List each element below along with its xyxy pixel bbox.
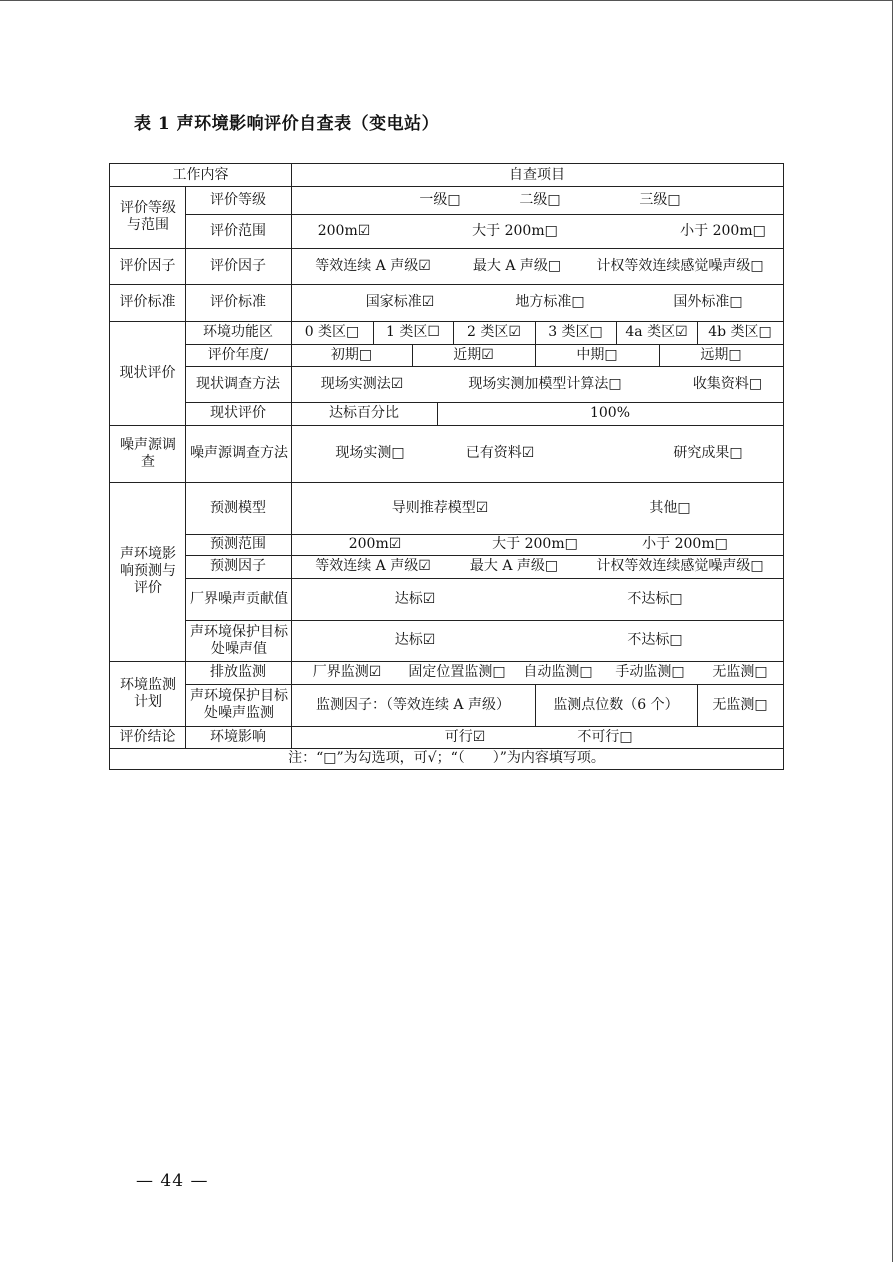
target-monitor-label: 声环境保护目标处噪声监测 (190, 688, 288, 721)
impact-option-2[interactable]: 不可行□ (577, 728, 633, 745)
year-option-2[interactable]: 近期☑ (453, 346, 494, 363)
pfactor-option-2[interactable]: 最大 A 声级□ (469, 558, 559, 574)
pfactor-option-3[interactable]: 计权等效连续感觉噪声级□ (596, 558, 764, 574)
group-conclusion: 评价结论 (119, 728, 176, 745)
standard-option-3[interactable]: 国外标准□ (673, 294, 743, 310)
header-check-items: 自查项目 (509, 166, 565, 183)
year-option-3[interactable]: 中期□ (576, 346, 618, 363)
factor-option-2[interactable]: 最大 A 声级□ (472, 257, 562, 274)
factor-label: 评价因子 (210, 257, 266, 274)
year-option-1[interactable]: 初期□ (330, 346, 373, 363)
range-option-2[interactable]: 大于 200m□ (472, 222, 558, 239)
range-option-1[interactable]: 200m☑ (317, 222, 371, 239)
header-work-content: 工作内容 (172, 166, 229, 183)
boundary-option-2[interactable]: 不达标□ (627, 590, 683, 607)
emission-label: 排放监测 (210, 664, 266, 680)
model-label: 预测模型 (210, 499, 266, 516)
standard-option-2[interactable]: 地方标准□ (515, 294, 585, 310)
boundary-option-1[interactable]: 达标☑ (394, 590, 436, 607)
standard-label: 评价标准 (210, 294, 266, 310)
table-note: 注：“□”为勾选项，可√；“（ ）”为内容填写项。 (288, 750, 605, 766)
year-label: 评价年度/ (207, 346, 269, 363)
zone-option-4a[interactable]: 4a 类区☑ (625, 324, 688, 340)
survey-label: 现状调查方法 (196, 375, 280, 392)
group-standard: 评价标准 (119, 294, 176, 310)
self-check-table (109, 163, 784, 770)
source-option-3[interactable]: 研究成果□ (673, 445, 743, 461)
zone-label: 环境功能区 (203, 324, 273, 340)
model-option-2[interactable]: 其他□ (649, 499, 691, 516)
pfactor-option-1[interactable]: 等效连续 A 声级☑ (315, 558, 431, 574)
zone-option-3[interactable]: 3 类区□ (548, 324, 603, 340)
factor-option-1[interactable]: 等效连续 A 声级☑ (315, 257, 431, 274)
level-option-2[interactable]: 二级□ (519, 191, 561, 208)
target-monitor-none[interactable]: 无监测□ (712, 696, 768, 713)
survey-option-3[interactable]: 收集资料□ (692, 375, 763, 392)
boundary-label: 厂界噪声贡献值 (190, 590, 288, 607)
factor-option-3[interactable]: 计权等效连续感觉噪声级□ (596, 257, 764, 274)
page-number: — 44 — (136, 1171, 209, 1191)
group-predict: 声环境影响预测与评价 (120, 546, 176, 596)
emission-option-4[interactable]: 手动监测□ (615, 664, 685, 680)
table-title: 表 1 声环境影响评价自查表（变电站） (134, 114, 440, 134)
group-source: 噪声源调查 (120, 436, 176, 470)
group-status: 现状评价 (119, 364, 176, 381)
zone-option-4b[interactable]: 4b 类区□ (708, 324, 772, 340)
target-option-1[interactable]: 达标☑ (394, 632, 436, 648)
model-option-1[interactable]: 导则推荐模型☑ (391, 499, 489, 516)
survey-option-1[interactable]: 现场实测法☑ (320, 375, 404, 392)
pfactor-label: 预测因子 (210, 558, 266, 574)
range-option-3[interactable]: 小于 200m□ (680, 222, 766, 239)
year-option-4[interactable]: 远期□ (700, 346, 742, 363)
group-level-range: 评价等级与范围 (120, 200, 176, 233)
prange-option-3[interactable]: 小于 200m□ (642, 536, 728, 552)
level-option-3[interactable]: 三级□ (639, 191, 681, 208)
standard-option-1[interactable]: 国家标准☑ (365, 294, 435, 310)
emission-option-2[interactable]: 固定位置监测□ (408, 664, 506, 680)
range-label: 评价范围 (210, 222, 266, 239)
status-value: 100% (589, 405, 631, 421)
source-option-1[interactable]: 现场实测□ (335, 445, 405, 461)
emission-option-1[interactable]: 厂界监测☑ (312, 664, 382, 680)
zone-option-2[interactable]: 2 类区☑ (467, 324, 521, 340)
emission-option-5[interactable]: 无监测□ (712, 664, 768, 680)
target-monitor-factor[interactable]: 监测因子：（等效连续 A 声级） (315, 696, 510, 713)
source-label: 噪声源调查方法 (190, 445, 288, 461)
group-factor: 评价因子 (119, 257, 176, 274)
impact-option-1[interactable]: 可行☑ (444, 728, 486, 745)
survey-option-2[interactable]: 现场实测加模型计算法□ (468, 375, 622, 392)
zone-option-0[interactable]: 0 类区□ (304, 324, 360, 340)
prange-option-2[interactable]: 大于 200m□ (492, 536, 578, 552)
prange-option-1[interactable]: 200m☑ (348, 536, 402, 552)
group-monitor: 环境监测计划 (120, 676, 176, 710)
source-option-2[interactable]: 已有资料☑ (465, 445, 535, 461)
zone-option-1[interactable]: 1 类区☐ (386, 324, 440, 340)
level-option-1[interactable]: 一级□ (419, 191, 461, 208)
status-label: 现状评价 (210, 405, 266, 421)
target-label: 声环境保护目标处噪声值 (190, 623, 288, 657)
emission-option-3[interactable]: 自动监测□ (523, 664, 593, 680)
target-monitor-points[interactable]: 监测点位数（6 个） (553, 696, 679, 713)
level-label: 评价等级 (210, 191, 266, 208)
target-option-2[interactable]: 不达标□ (627, 632, 683, 648)
status-key: 达标百分比 (329, 405, 399, 421)
prange-label: 预测范围 (210, 536, 266, 552)
impact-label: 环境影响 (210, 728, 266, 745)
